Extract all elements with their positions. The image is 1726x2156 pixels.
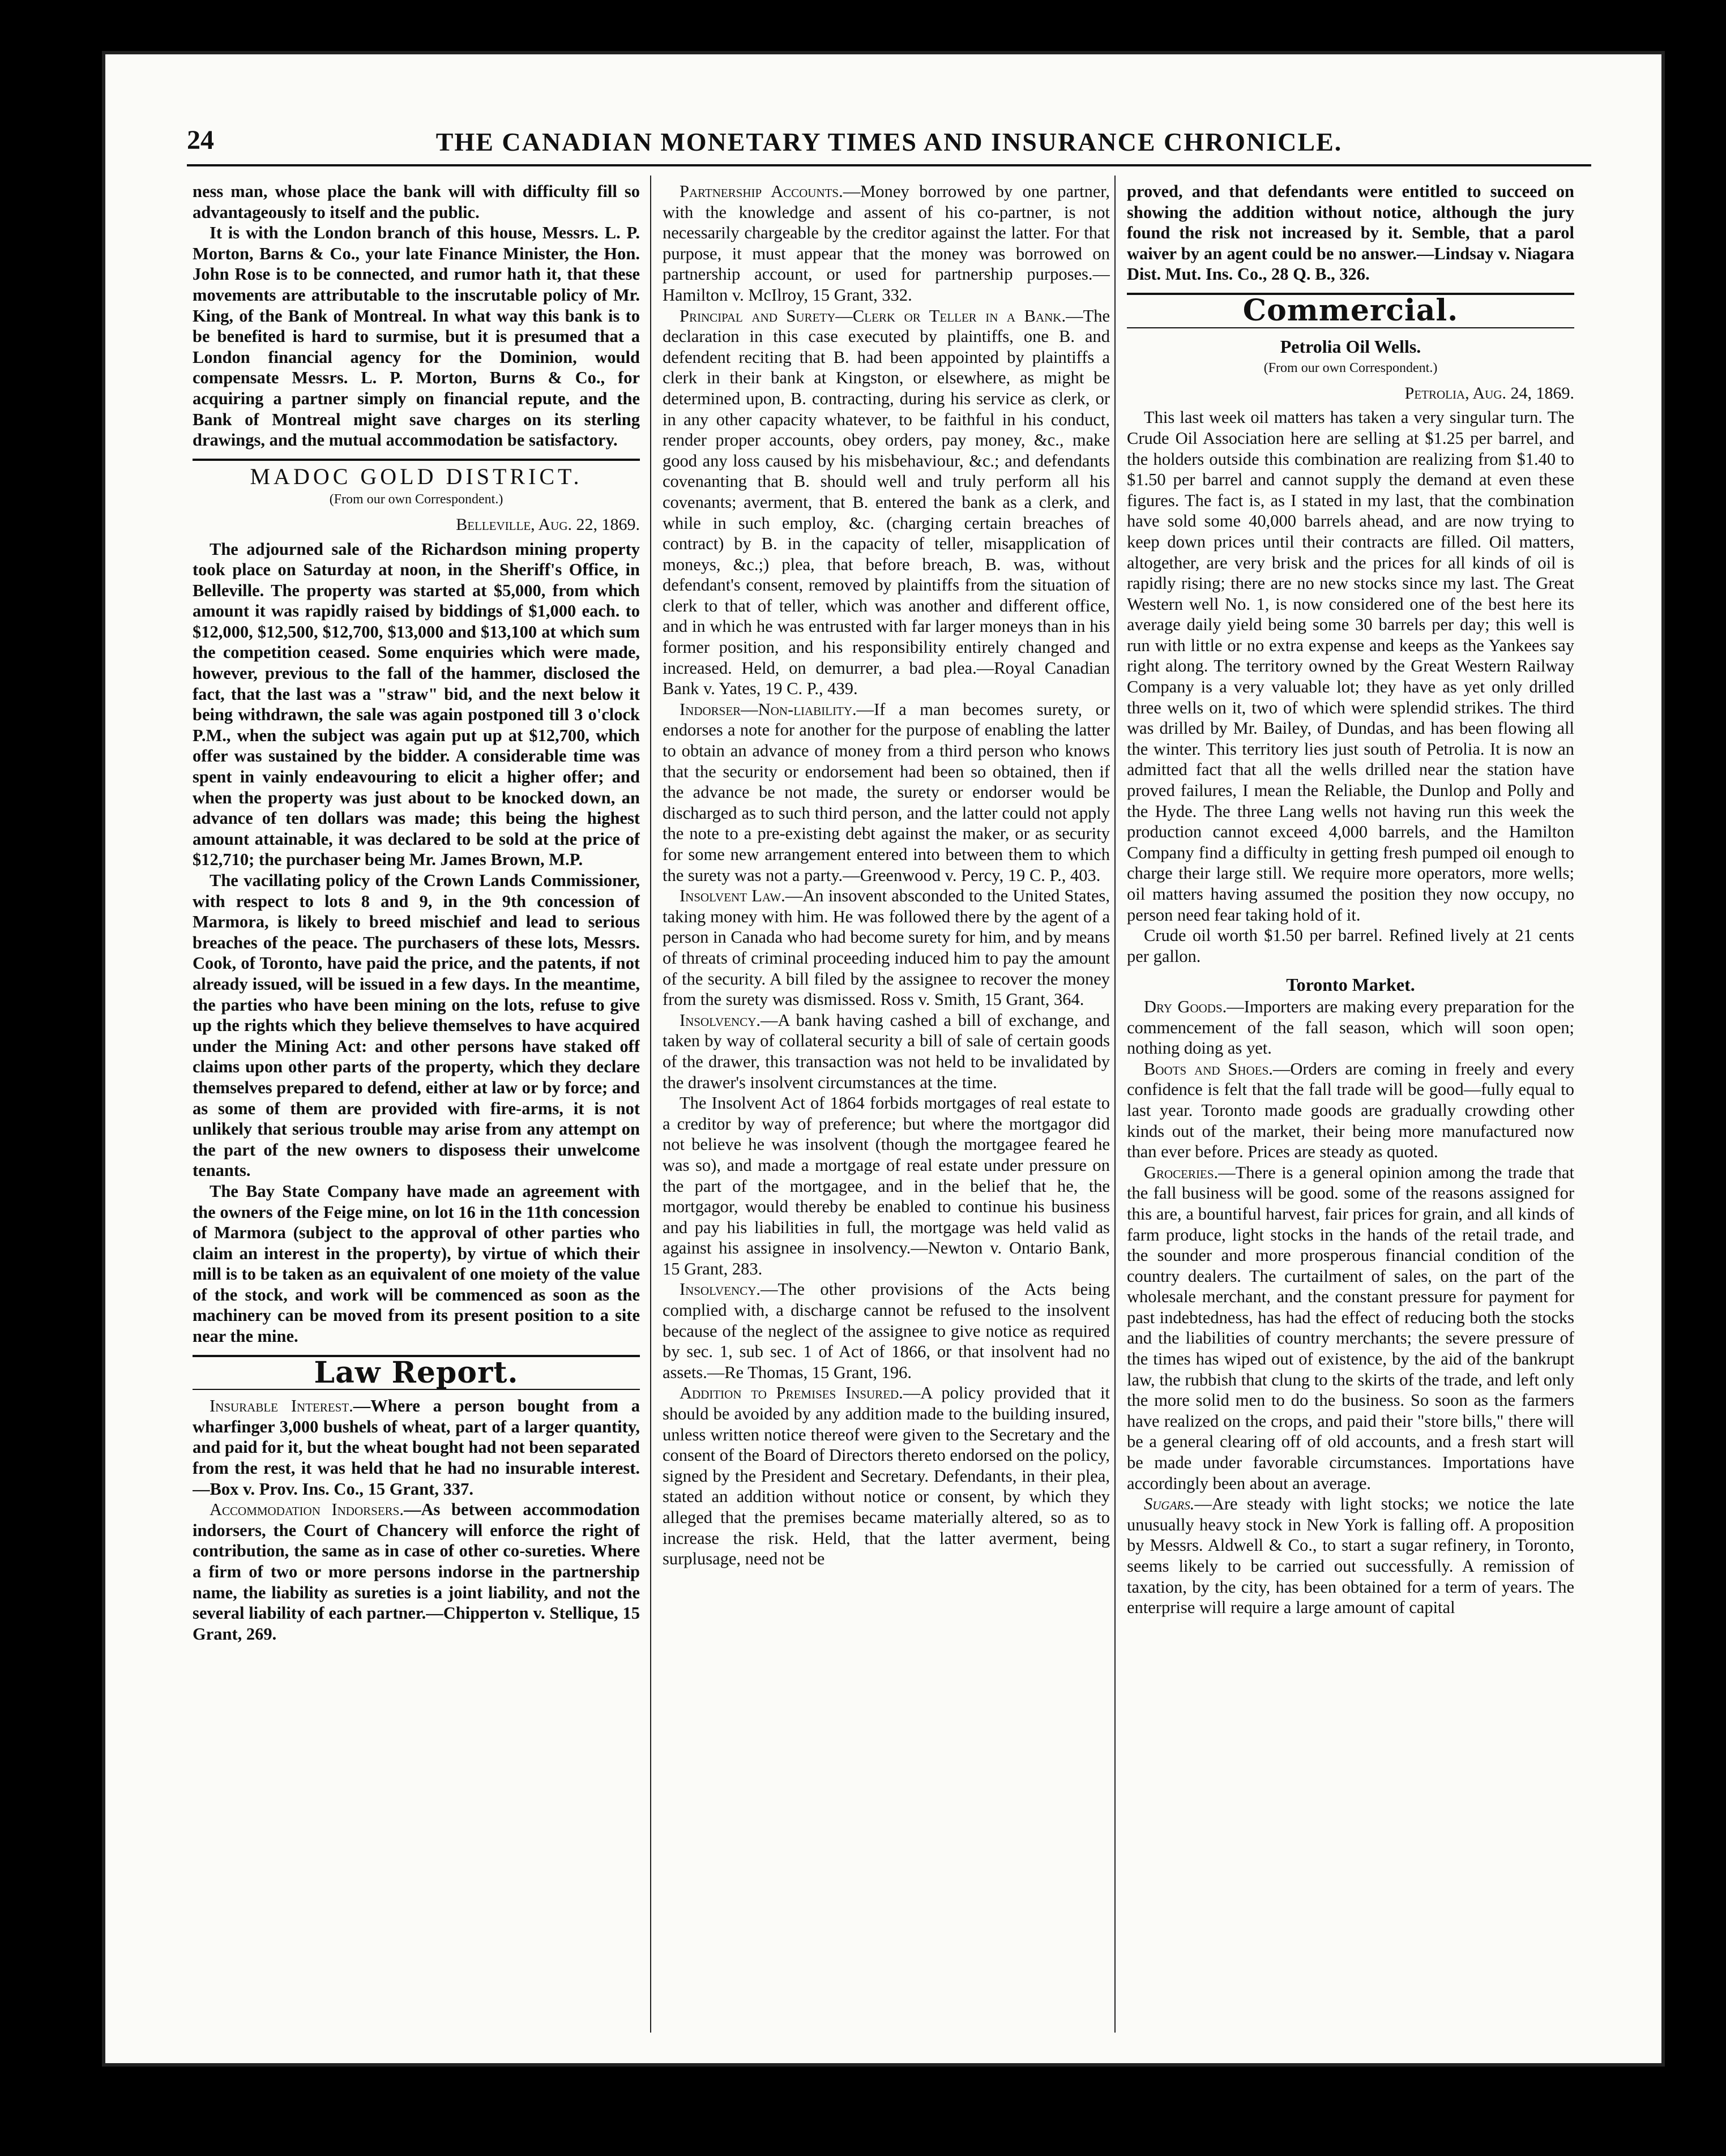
column-3 — [1127, 181, 1574, 2033]
paragraph: The adjourned sale of the Richardson mining property took place on Saturday at noon, in the Sheriff's Office, in Belleville. The property was started at $5,000, from which amount it was rapidly raised by biddings of $1,000 each. to $12,000, $12,500, $12,700, $13,000 and $13,100 at which sum the competition ceased. Some enquiries which were made, however, previous to the fall of the hammer, disclosed the fact, that the last was a "straw" bid, and the next below it being withdrawn, the sale was again postponed till 3 o'clock P.M., when the subject was again put up at $12,700, which offer was sustained by the bidder. A considerable time was spent in vainly endeavouring to elicit a higher offer; and when the property was just about to be knocked down, an advance of ten dollars was made; this being the highest amount attainable, it was declared to be sold at the price of $12,710; the purchaser being Mr. James Brown, M.P. — [193, 539, 640, 870]
entry-head: Accommodation Indorsers. — [210, 1500, 404, 1520]
paragraph: ness man, whose place the bank will with difficulty fill so advantageously to itself and the public. — [193, 182, 640, 222]
entry-text: —Where a person bought from a wharfinger 3,000 bushels of wheat, part of a larger quantity, and paid for it, but the wheat bought had not been separated from the rest, it was held that he had no insurable interest.—Box v. Prov. Ins. Co., 15 Grant, 337. — [193, 1396, 640, 1499]
entry-head: Partnership Accounts. — [680, 182, 843, 201]
paragraph: Crude oil worth $1.50 per barrel. Refined lively at 21 cents per gallon. — [1127, 926, 1574, 966]
entry-head: Addition to Premises Insured. — [680, 1383, 903, 1403]
masthead: THE CANADIAN MONETARY TIMES AND INSURANCE CHRONICLE. — [435, 127, 1343, 156]
law-entry — [663, 886, 1110, 1010]
entry-head: Insolvency. — [680, 1010, 761, 1030]
paragraph: The Insolvent Act of 1864 forbids mortgages of real estate to a creditor by way of preference; but where the mortgagor did not believe he was insolvent (though the mortgagee feared he was so), and made a mortgage of real estate under pressure on the part of the mortgagee, and in the belief that he, the mortgagor, would thereby be enabled to continue his business and pay his liabilities in full, the mortgage was held valid as against his assignee in insolvency.—Newton v. Ontario Bank, 15 Grant, 283. — [663, 1093, 1110, 1278]
entry-text: —As between accommodation indorsers, the Court of Chancery will enforce the right of contribution, the same as in case of other co-sureties. Where a firm of two or more persons indorse in the partnership name, the liability as sureties is a joint liability, and not the several liability of each partner.—Chipperton v. Stellique, 15 Grant, 269. — [193, 1500, 640, 1644]
entry-head: Indorser—Non-liability. — [680, 699, 857, 719]
section-rule — [193, 459, 640, 461]
entry-text: —An insovent absconded to the United States, taking money with him. He was followed there by the agent of a person in Canada who had become surety for him, and by means of threats of criminal proceeding induced him to pay the amount of the security. A bill filed by the assignee to recover the money from the surety was dismissed. Ross v. Smith, 15 Grant, 364. — [663, 886, 1110, 1009]
entry-text: —The declaration in this case executed by plaintiffs, one B. and defendent reciting that B. had been appointed by plaintiffs a clerk in their bank at Kingston, or elsewhere, as might be determined upon, B. contracting, during his service as clerk, or in any other capacity whatever, to be faithful in his conduct, render proper accounts, obey orders, pay money, &c., make good any loss caused by his misbehaviour, &c.; and defendants covenanting that B. should well and truly perform all his covenants; averment, that B. entered the bank as a clerk, and while in such employ, &c. (charging certain breaches of contract) by B. in the capacity of teller, misapplication of moneys, &c.;) plea, that before breach, B. was, without defendant's consent, removed by plaintiffs from the situation of clerk to that of teller, which was another and different office, and in which he was entrusted with far larger moneys than in his former position, and his responsibility entirely changed and increased. Held, on demurrer, a bad plea.—Royal Canadian Bank v. Yates, 19 C. P., 439. — [663, 306, 1110, 699]
column-2 — [663, 181, 1110, 2033]
entry-text: —Importers are making every preparation for the commencement of the fall season, which will soon open; nothing doing as yet. — [1127, 996, 1574, 1058]
dateline: Belleville, Aug. 22, 1869. — [456, 515, 640, 534]
dateline: Petrolia, Aug. 24, 1869. — [1404, 383, 1574, 403]
law-entry — [663, 699, 1110, 886]
entry-head: Sugars. — [1144, 1494, 1195, 1514]
subsection-title-petrolia: Petrolia Oil Wells. — [1280, 336, 1421, 357]
law-entry — [193, 1396, 640, 1499]
paragraph: It is with the London branch of this house, Messrs. L. P. Morton, Barns & Co., your late Finance Minister, the Hon. John Rose is to be connected, and rumor hath it, that these movements are attributable to the inscrutable policy of Mr. King, of the Bank of Montreal. In what way this bank is to be benefited is hard to surmise, but it is presumed that a London financial agency for the Dominion, would compensate Messrs. L. P. Morton, Burns & Co., for acquiring a partner simply on financial repute, and the Bank of Montreal might save charges on its sterling drawings, and the mutual accommodation be satisfactory. — [193, 223, 640, 450]
market-entry — [1127, 1162, 1574, 1494]
law-entry — [663, 181, 1110, 306]
section-title-law-report: Law Report. — [314, 1355, 519, 1390]
law-entry — [663, 306, 1110, 699]
law-entry — [663, 1383, 1110, 1569]
entry-head: Insurable Interest. — [210, 1396, 353, 1416]
law-entry — [663, 1010, 1110, 1093]
market-entry — [1127, 1059, 1574, 1162]
paragraph: This last week oil matters has taken a very singular turn. The Crude Oil Association here are selling at $1.25 per barrel, and the holders outside this combination are realizing from $1.40 to $1.50 per barrel and cannot supply the demand at even these figures. The fact is, as I stated in my last, that the combination have sold some 40,000 barrels ahead, and are now trying to keep down prices until their contracts are filled. Oil matters, altogether, are very brisk and the prices for all kinds of oil is rapidly rising; there are no new stocks since my last. The Great Western well No. 1, is now considered one of the best here its average daily yield being some 30 barrels per day; this well is run with little or no extra expense and keeps as the Yankees say right along. The territory owned by the Great Western Railway Company is a very valuable lot; they have as yet only drilled three wells on it, two of which were splendid strikes. The third was drilled by Mr. Bailey, of Dundas, and has been flowing all the winter. This territory lies just south of Petrolia. It is now an admitted fact that all the wells drilled near the station have proved failures, I mean the Reliable, the Dunlop and Polly and the Hyde. The three Lang wells not having run this week the production cannot exceed 4,000 barrels, and the Hamilton Company find a difficulty in getting fresh pumped oil enough to charge their large still. We require more operators, more wells; oil matters having assumed the position they now occupy, no person need fear taking hold of it. — [1127, 408, 1574, 925]
entry-text: —Are steady with light stocks; we notice the late unusually heavy stock in New York is falling off. A proposition by Messrs. Aldwell & Co., to start a sugar refinery, in Toronto, seems likely to be carried out successfully. A remission of taxation, by the city, has been obtained for a term of years. The enterprise will require a large amount of capital — [1127, 1494, 1574, 1618]
entry-head: Principal and Surety—Clerk or Teller in a Bank. — [680, 306, 1066, 326]
entry-head: Insolvent Law. — [680, 886, 785, 906]
column-1 — [193, 181, 640, 2033]
newspaper-page — [102, 51, 1665, 2067]
entry-text: —Money borrowed by one partner, with the knowledge and assent of his co-partner, is not necessarily chargeable by the creditor against the latter. For that purpose, it must appear that the money was borrowed on partnership account, or used for partnership purposes.—Hamilton v. McIlroy, 15 Grant, 332. — [663, 182, 1110, 305]
column-divider — [1114, 176, 1116, 2033]
entry-head: Dry Goods. — [1144, 996, 1227, 1016]
page-header — [187, 119, 1591, 166]
column-divider — [650, 176, 651, 2033]
entry-text: —A policy provided that it should be avoided by any addition made to the building insured, unless written notice thereof were given to the Secretary and the consent of the Board of Directors thereto endorsed on the policy, signed by the President and Secretary. Defendants, in their plea, stated an addition without notice or consent, by which they alleged that the premises became materially altered, so as to increase the risk. Held, that the latter averment, being surplusage, need not be — [663, 1383, 1110, 1569]
entry-text: —A bank having cashed a bill of exchange, and taken by way of collateral security a bill of sale of certain goods of the drawer, this transaction was not held to be invalidated by the drawer's insolvent circumstances at the time. — [663, 1010, 1110, 1092]
entry-head: Insolvency. — [680, 1280, 761, 1299]
section-title-commercial: Commercial. — [1242, 293, 1459, 328]
paragraph: The Bay State Company have made an agreement with the owners of the Feige mine, on lot 16 in the 11th concession of Marmora (subject to the approval of other parties who claim an interest in the property), by virtue of which their mill is to be taken as an equivalent of one moiety of the value of the stock, and work will be commenced as soon as the machinery can be moved from its present position to a site near the mine. — [193, 1181, 640, 1346]
subsection-title-toronto-market: Toronto Market. — [1286, 974, 1415, 995]
entry-text: —If a man becomes surety, or endorses a note for another for the purpose of enabling the latter to obtain an advance of money from a third person who knows that the security or endorsement had been so obtained, then if the advance be not made, the surety or endorser would be discharged as to such third person, and the latter could not apply the note to a pre-existing debt against the maker, or as security for some new arrangement entered into between them to which the surety was not a party.—Greenwood v. Percy, 19 C. P., 403. — [663, 699, 1110, 885]
section-title-madoc: MADOC GOLD DISTRICT. — [250, 463, 583, 489]
paragraph: The vacillating policy of the Crown Lands Commissioner, with respect to lots 8 and 9, in the 9th concession of Marmora, is likely to breed mischief and lead to serious breaches of the peace. The purchasers of these lots, Messrs. Cook, of Toronto, have paid the price, and the patents, if not already issued, will be issued in a few days. In the meantime, the parties who have been mining on the lots, refuse to give up the rights which they believe themselves to have acquired under the Mining Act: and other persons have staked off claims upon other parts of the property, which they declare themselves prepared to defend, either at law or by force; and as some of them are provided with fire-arms, it is not unlikely that serious trouble may arise from any attempt on the part of the new owners to disposess their unwelcome tenants. — [193, 871, 640, 1180]
entry-head: Boots and Shoes. — [1144, 1059, 1273, 1079]
market-entry — [1127, 1494, 1574, 1618]
law-entry — [663, 1279, 1110, 1383]
market-entry — [1127, 996, 1574, 1059]
entry-text: —Orders are coming in freely and every confidence is felt that the fall trade will be good—fully equal to last year. Toronto made goods are gradually crowding other kinds out of the market, their being more manufactured now than ever before. Prices are steady as quoted. — [1127, 1059, 1574, 1162]
entry-head: Groceries. — [1144, 1162, 1219, 1182]
page-number: 24 — [187, 125, 214, 155]
correspondent-line: (From our own Correspondent.) — [1263, 361, 1438, 376]
entry-text: —The other provisions of the Acts being complied with, a discharge cannot be refused to the insolvent because of the neglect of the assignee to give notice as required by sec. 1, sub sec. 1 of Act of 1866, or that insolvent had no assets.—Re Thomas, 15 Grant, 196. — [663, 1280, 1110, 1382]
paragraph: proved, and that defendants were entitled to succeed on showing the addition without notice, although the jury found the risk not increased by it. Semble, that a parol waiver by an agent could be no answer.—Lindsay v. Niagara Dist. Mut. Ins. Co., 28 Q. B., 326. — [1127, 182, 1574, 284]
correspondent-line: (From our own Correspondent.) — [329, 492, 503, 507]
law-entry — [193, 1499, 640, 1644]
entry-text: —There is a general opinion among the trade that the fall business will be good. some of the reasons assigned for this are, a bountiful harvest, fair prices for grain, and all kinds of farm produce, light stocks in the hands of the retail trade, and the sounder and more prosperous financial condition of the country dealers. The curtailment of sales, on the part of the wholesale merchant, and the constant pressure for payment for past indebtedness, has had the effect of reducing both the stocks and the liabilities of country merchants; the severe pressure of the times has wiped out of existence, by the aid of the bankrupt law, the rubbish that clung to the skirts of the trade, and left only the more solid men to do the business. So soon as the farmers have realized on the crops, and paid their "store bills," there will be a general clearing off of old accounts, and a fresh start will be made under favorable circumstances. Importations have accordingly been about an average. — [1127, 1162, 1574, 1493]
